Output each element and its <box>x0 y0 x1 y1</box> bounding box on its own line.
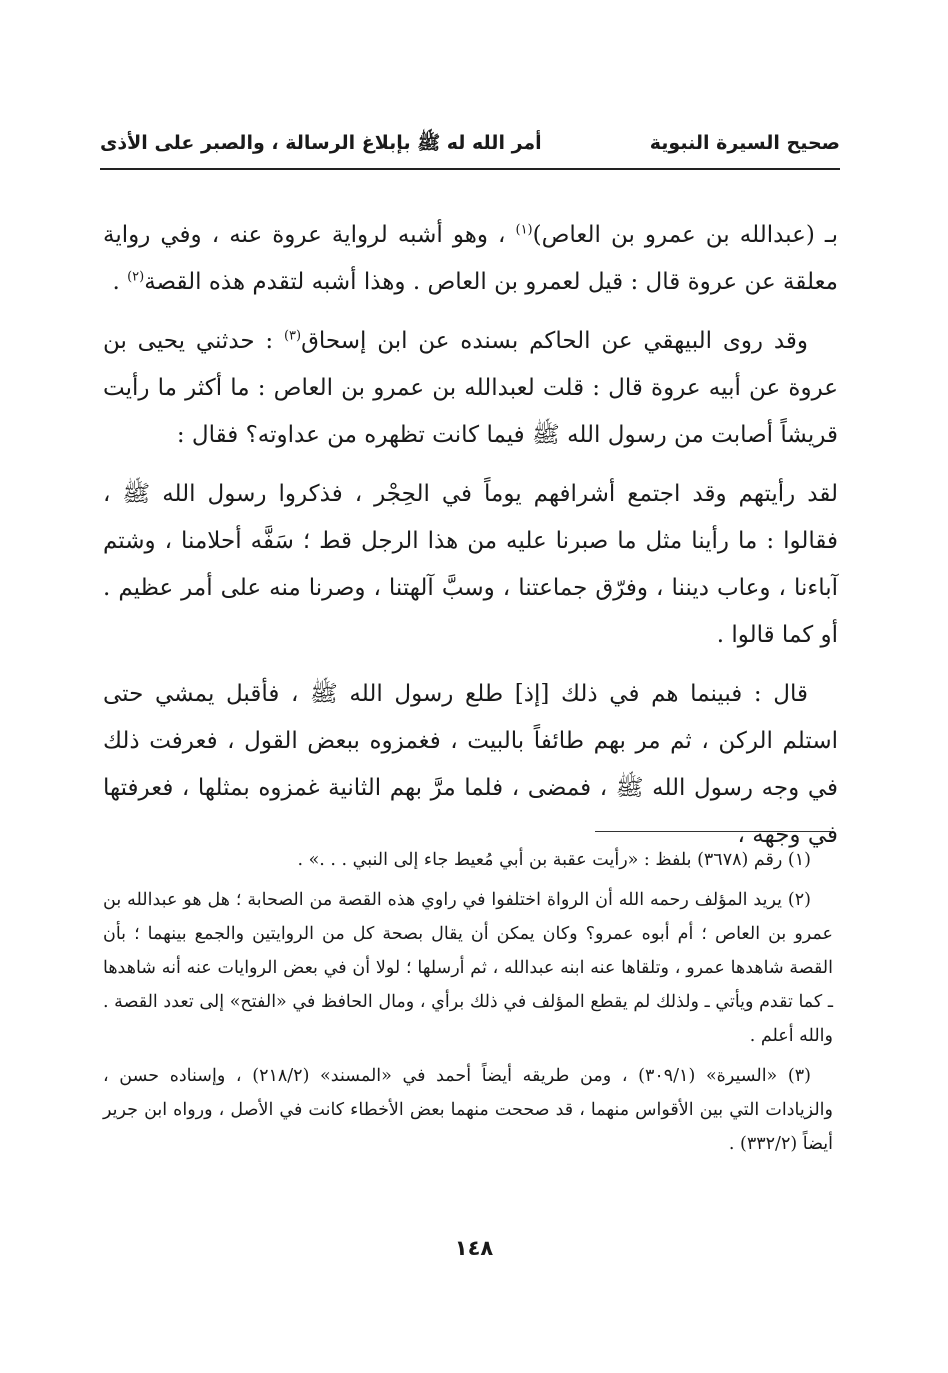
footnotes <box>103 843 833 1167</box>
main-text <box>103 212 838 871</box>
book-title: صحيح السيرة النبوية <box>649 132 840 154</box>
paragraph-3: لقد رأيتهم وقد اجتمع أشرافهم يوماً في الحِجْر ، فذكروا رسول الله ﷺ ، فقالوا : ما رأينا مثل ما صبرنا عليه من هذا الرجل قط ؛ سَفَّه أحلامنا ، وشتم آباءنا ، وعاب ديننا ، وفرّق جماعتنا ، وسبَّ آلهتنا ، وصرنا منه على أمر عظيم . أو كما قالوا . <box>103 481 838 648</box>
paragraph-4: قال : فبينما هم في ذلك [إذ] طلع رسول الله ﷺ ، فأقبل يمشي حتى استلم الركن ، ثم مر بهم طائفاً بالبيت ، فغمزوه ببعض القول ، فعرفت ذلك في وجه رسول الله ﷺ ، فمضى ، فلما مرَّ بهم الثانية غمزوه بمثلها ، فعرفتها في وجهه ، <box>103 681 839 848</box>
paragraph-1: بـ (عبدالله بن عمرو بن العاص)$^{(١)}$ ، وهو أشبه لرواية عروة عنه ، وفي رواية معلقة عن عروة قال : قيل لعمرو بن العاص . وهذا أشبه لتقدم هذه القصة$^{(٢)}$ . <box>103 222 838 295</box>
header-divider <box>100 168 840 170</box>
paragraph-2: وقد روى البيهقي عن الحاكم بسنده عن ابن إسحاق$^{(٣)}$ : حدثني يحيى بن عروة عن أبيه عروة قال : قلت لعبدالله بن عمرو بن العاص : ما أكثر ما رأيت قريشاً أصابت من رسول الله ﷺ فيما كانت تظهره من عداوته؟ فقال : <box>103 328 838 448</box>
running-header <box>100 128 840 164</box>
chapter-title: أمر الله له ﷺ بإبلاغ الرسالة ، والصبر على الأذى <box>100 132 542 154</box>
footnote-ref-3: (٣) <box>283 328 302 344</box>
footnote-divider <box>595 831 831 832</box>
footnote-3: (٣) «السيرة» (٣٠٩/١) ، ومن طريقه أيضاً أحمد في «المسند» (٢١٨/٢) ، وإسناده حسن ، والزيادات التي بين الأقواس منهما ، قد صححت منهما بعض الأخطاء كانت في الأصل ، ورواه ابن جرير أيضاً (٣٣٢/٢) . <box>103 1066 833 1154</box>
footnote-ref-2: (٢) <box>127 269 145 285</box>
page-number: ١٤٨ <box>454 1236 494 1260</box>
footnote-ref-1: (١) <box>515 222 533 238</box>
footnote-2: (٢) يريد المؤلف رحمه الله أن الرواة اختلفوا في راوي هذه القصة من الصحابة ؛ هل هو عبدالله بن عمرو بن العاص ؛ أم أبوه عمرو؟ وكان يمكن أن يقال بصحة كل من الروايتين والجمع بينهما ؛ بأن القصة شاهدها عمرو ، وتلقاها عنه ابنه عبدالله ، ثم أرسلها ؛ لولا أن في بعض الروايات عنه أنه شاهدها ـ كما تقدم ويأتي ـ ولذلك لم يقطع المؤلف في ذلك برأي ، ومال الحافظ في «الفتح» إلى تعدد القصة . والله أعلم . <box>103 890 833 1046</box>
footnote-1: (١) رقم (٣٦٧٨) بلفظ : «رأيت عقبة بن أبي مُعيط جاء إلى النبي . . .» . <box>297 850 811 870</box>
